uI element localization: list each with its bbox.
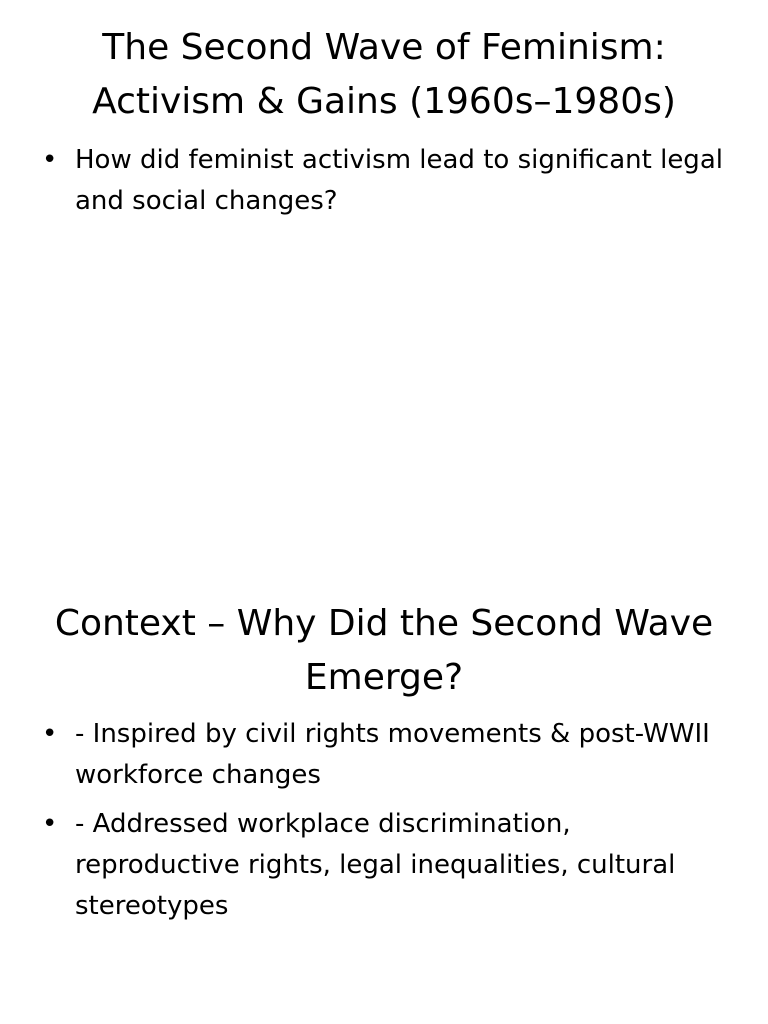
- bullet-item: [0, 714, 768, 796]
- bullet-list: [0, 714, 768, 935]
- bullet-text: How did feminist activism lead to significant legal and social changes?: [75, 145, 723, 216]
- bullet-list: [0, 140, 768, 230]
- slide-title: Context – Why Did the Second Wave Emerge?: [54, 603, 714, 698]
- bullet-icon: •: [42, 145, 58, 175]
- bullet-text: - Inspired by civil rights movements & post-WWII workforce changes: [75, 719, 710, 790]
- slide-title: The Second Wave of Feminism: Activism & Gains (1960s–1980s): [92, 27, 676, 122]
- bullet-icon: •: [42, 719, 58, 749]
- bullet-item: [0, 140, 768, 222]
- bullet-icon: •: [42, 809, 58, 839]
- bullet-item: [0, 804, 768, 927]
- bullet-text: - Addressed workplace discrimination, reproductive rights, legal inequalities, cultural stereotypes: [75, 809, 676, 921]
- slide-2: [0, 576, 768, 1024]
